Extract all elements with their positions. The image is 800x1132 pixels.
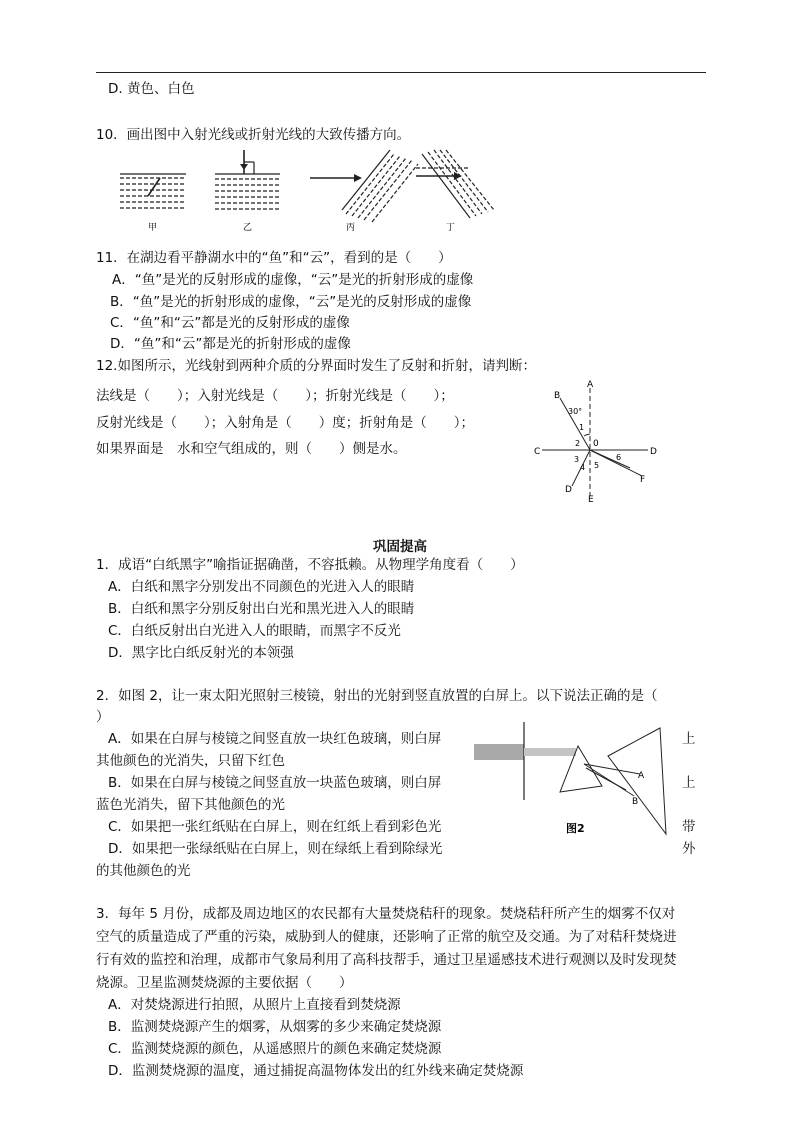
q12-label-d-bottom: D — [565, 485, 572, 495]
p2-option-a-1: A．如果在白屏与棱镜之间竖直放一块红色玻璃，则白屏 — [108, 731, 442, 747]
q12-angle-label: 30° — [568, 407, 583, 416]
p3-option-a: A．对焚烧源进行拍照，从照片上直接看到焚烧源 — [108, 997, 401, 1013]
q12-line-1: 法线是（ ）；入射光线是（ ）；折射光线是（ ）； — [96, 388, 454, 404]
p2-option-b-1: B．如果在白屏与棱镜之间竖直放一块蓝色玻璃，则白屏 — [108, 775, 442, 791]
p2-option-d-2: 的其他颜色的光 — [96, 863, 191, 879]
figure-label: 甲 — [148, 223, 158, 233]
q12-num-3: 3 — [574, 455, 580, 464]
q12-label-b: B — [554, 391, 561, 401]
q12-label-d-right: D — [650, 447, 657, 457]
p2-option-c-end: 带 — [682, 819, 696, 835]
p3-line-4: 烧源。卫星监测焚烧源的主要依据（ ） — [96, 975, 353, 991]
p2-stem-1: 2．如图 2，让一束太阳光照射三棱镜，射出的光射到竖直放置的白屏上。以下说法正确的是（ — [96, 688, 658, 704]
q12-stem: 12.如图所示，光线射到两种介质的分界面时发生了反射和折射，请判断： — [96, 358, 536, 374]
q12-num-1: 1 — [579, 423, 585, 432]
p2-label-a: A — [638, 771, 645, 781]
q12-label-f: F — [640, 475, 646, 485]
p3-option-c: C．监测焚烧源的颜色，从遥感照片的颜色来确定焚烧源 — [108, 1041, 442, 1057]
q12-label-a: A — [587, 380, 594, 390]
q12-num-4: 4 — [580, 463, 586, 472]
figure-label: 丙 — [346, 223, 356, 233]
p1-option-d: D．黑字比白纸反射光的本领强 — [108, 645, 294, 661]
p1-option-c: C．白纸反射出白光进入人的眼睛，而黑字不反光 — [108, 623, 401, 639]
q12-num-2: 2 — [575, 439, 581, 448]
figure-yi — [215, 150, 280, 233]
q11-option-d: D．“鱼”和“云”都是光的折射形成的虚像 — [110, 336, 351, 352]
p3-line-2: 空气的质量造成了严重的污染，威胁到人的健康，还影响了正常的航空及交通。为了对秸秆焚烧进 — [96, 929, 677, 945]
top-rule — [96, 72, 706, 73]
p2-option-c-1: C．如果把一张红纸贴在白屏上，则在红纸上看到彩色光 — [108, 819, 442, 835]
q9-option-d: D. 黄色、白色 — [108, 81, 195, 97]
p3-option-d: D．监测焚烧源的温度，通过捕捉高温物体发出的红外线来确定焚烧源 — [108, 1063, 524, 1079]
p2-option-b-end: 上 — [682, 775, 696, 791]
p2-option-a-2: 其他颜色的光消失，只留下红色 — [96, 753, 285, 769]
q12-label-e: E — [588, 495, 594, 502]
p2-option-d-end: 外 — [682, 841, 696, 857]
q11-stem: 11．在湖边看平静湖水中的“鱼”和“云”，看到的是（ ） — [96, 250, 452, 266]
q12-label-o: 0 — [593, 439, 599, 449]
p1-option-a: A．白纸和黑字分别发出不同颜色的光进入人的眼睛 — [108, 579, 415, 595]
section-title: 巩固提高 — [373, 539, 427, 555]
p2-stem-2: ） — [96, 709, 110, 725]
figure-label: 乙 — [243, 223, 253, 233]
q11-option-b: B．“鱼”是光的折射形成的虚像，“云”是光的反射形成的虚像 — [110, 294, 472, 310]
q10-stem: 10．画出图中入射光线或折射光线的大致传播方向。 — [96, 127, 411, 143]
p2-label-b: B — [632, 797, 639, 807]
figure-ding — [416, 150, 494, 233]
figure-bing — [310, 150, 418, 233]
q12-line-2: 反射光线是（ ）；入射角是（ ）度；折射角是（ ）； — [96, 415, 474, 431]
q12-label-c: C — [534, 447, 541, 457]
p2-option-b-2: 蓝色光消失，留下其他颜色的光 — [96, 797, 285, 813]
p3-option-b: B．监测焚烧源产生的烟雾，从烟雾的多少来确定焚烧源 — [108, 1019, 442, 1035]
q12-diagram — [532, 378, 662, 502]
p2-prism-figure — [474, 722, 674, 838]
q11-option-a: A．“鱼”是光的反射形成的虚像，“云”是光的折射形成的虚像 — [112, 272, 474, 288]
p2-option-a-end: 上 — [682, 731, 696, 747]
p1-option-b: B．白纸和黑字分别反射出白光和黑光进入人的眼睛 — [108, 601, 415, 617]
q12-num-6: 6 — [616, 453, 622, 462]
p2-figure-caption: 图2 — [566, 822, 585, 835]
p3-line-1: 3．每年 5 月份，成都及周边地区的农民都有大量焚烧秸秆的现象。焚烧秸秆所产生的烟雾不仅对 — [96, 906, 676, 922]
figure-label: 丁 — [446, 223, 456, 233]
q12-num-5: 5 — [594, 461, 600, 470]
q11-option-c: C．“鱼”和“云”都是光的反射形成的虚像 — [110, 315, 350, 331]
p3-line-3: 行有效的监控和治理，成都市气象局利用了高科技帮手，通过卫星遥感技术进行观测以及时发现焚 — [96, 952, 677, 968]
q12-line-3: 如果界面是 水和空气组成的，则（ ）侧是水。 — [96, 441, 407, 457]
p1-stem: 1．成语“白纸黑字”喻指证据确凿，不容抵赖。从物理学角度看（ ） — [96, 557, 524, 573]
q10-figures — [110, 148, 510, 236]
figure-jia — [120, 174, 186, 233]
p2-option-d-1: D．如果把一张绿纸贴在白屏上，则在绿纸上看到除绿光 — [108, 841, 443, 857]
